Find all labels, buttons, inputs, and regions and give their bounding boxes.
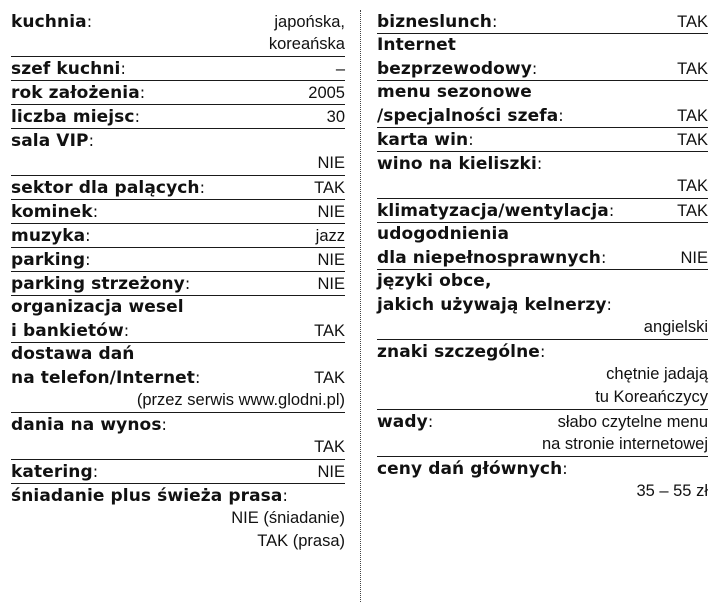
- info-label: znaki szczególne: [377, 342, 540, 362]
- column-divider: [360, 10, 361, 602]
- info-value: TAK: [314, 179, 345, 197]
- info-value: TAK (prasa): [257, 532, 345, 550]
- info-line: [377, 34, 708, 57]
- info-line: [11, 484, 345, 507]
- info-line: [11, 33, 345, 56]
- info-value: NIE: [317, 463, 345, 481]
- label-colon: :: [558, 106, 564, 125]
- info-row-kominek: [11, 200, 345, 224]
- info-value: TAK: [314, 369, 345, 387]
- label-wrap: [377, 128, 474, 152]
- label-colon: :: [600, 248, 607, 267]
- info-label: na telefon/Internet: [11, 368, 196, 388]
- info-line: [377, 293, 708, 316]
- info-row-organizacja-wesel: [11, 296, 345, 343]
- info-label: szef kuchni: [11, 59, 121, 79]
- label-wrap: [11, 343, 135, 366]
- info-line: [377, 128, 708, 151]
- info-value: NIE: [680, 249, 708, 267]
- label-wrap: [377, 199, 614, 223]
- label-wrap: [377, 410, 433, 434]
- info-label: wady: [377, 412, 428, 432]
- label-wrap: [11, 105, 140, 129]
- info-line: [11, 343, 345, 366]
- info-label: sala VIP: [11, 131, 89, 151]
- info-label: jakich używają kelnerzy: [377, 295, 607, 315]
- label-wrap: [377, 457, 568, 481]
- label-colon: :: [195, 368, 201, 387]
- label-colon: :: [88, 131, 94, 150]
- info-line: [377, 363, 708, 386]
- info-value: NIE (śniadanie): [231, 509, 345, 527]
- label-wrap: [11, 129, 94, 153]
- label-colon: :: [562, 459, 568, 478]
- label-wrap: [11, 10, 92, 34]
- right-column: [377, 10, 708, 503]
- label-colon: :: [120, 59, 126, 78]
- info-line: [377, 433, 708, 456]
- info-row-wady: [377, 410, 708, 457]
- info-label: Internet: [377, 35, 457, 55]
- label-wrap: [11, 57, 126, 81]
- info-line: [377, 246, 708, 269]
- info-row-jezyki-obce: [377, 270, 708, 340]
- label-wrap: [11, 460, 98, 484]
- info-row-znaki-szczegolne: [377, 340, 708, 410]
- info-line: [11, 530, 345, 553]
- info-row-klimatyzacja-wentylacja: [377, 199, 708, 223]
- info-label: ceny dań głównych: [377, 459, 563, 479]
- info-label: organizacja wesel: [11, 297, 184, 317]
- info-row-wino-na-kieliszki: [377, 152, 708, 199]
- label-colon: :: [161, 415, 167, 434]
- label-wrap: [377, 270, 492, 293]
- info-label: bezprzewodowy: [377, 59, 532, 79]
- info-line: [377, 104, 708, 127]
- info-value: chętnie jadają: [606, 365, 708, 383]
- label-colon: :: [539, 342, 546, 361]
- info-value: (przez serwis www.glodni.pl): [136, 391, 345, 409]
- label-wrap: [11, 484, 288, 508]
- info-value: jazz: [315, 227, 345, 245]
- label-wrap: [11, 248, 91, 272]
- label-colon: :: [531, 59, 538, 78]
- label-wrap: [11, 413, 167, 437]
- label-wrap: [11, 272, 190, 296]
- info-line: [11, 105, 345, 128]
- label-colon: :: [86, 12, 93, 31]
- info-line: [11, 10, 345, 33]
- info-line: [377, 386, 708, 409]
- info-value: TAK: [314, 438, 345, 456]
- info-value: japońska,: [274, 13, 345, 31]
- info-value: TAK: [677, 202, 708, 220]
- info-value: TAK: [677, 60, 708, 78]
- label-colon: :: [184, 274, 191, 293]
- label-colon: :: [92, 462, 99, 481]
- label-wrap: [377, 152, 542, 176]
- info-line: [11, 296, 345, 319]
- label-colon: :: [123, 321, 130, 340]
- info-line: [11, 413, 345, 436]
- info-label: kominek: [11, 202, 93, 222]
- info-value: NIE: [317, 275, 345, 293]
- info-row-szef-kuchni: [11, 57, 345, 81]
- label-colon: :: [536, 154, 543, 173]
- info-value: NIE: [317, 251, 345, 269]
- info-row-muzyka: [11, 224, 345, 248]
- info-label: sektor dla palących: [11, 178, 200, 198]
- label-wrap: [377, 57, 537, 81]
- info-line: [377, 152, 708, 175]
- info-row-internet: [377, 34, 708, 81]
- label-colon: :: [608, 201, 615, 220]
- label-wrap: [11, 224, 91, 248]
- info-line: [11, 460, 345, 483]
- info-value: na stronie internetowej: [541, 435, 708, 453]
- info-value: –: [335, 60, 345, 78]
- info-line: [377, 81, 708, 104]
- info-line: [377, 199, 708, 222]
- label-wrap: [11, 200, 98, 224]
- info-line: [11, 366, 345, 389]
- label-wrap: [11, 319, 129, 343]
- info-row-ceny-dan-glownych: [377, 457, 708, 503]
- label-wrap: [11, 81, 145, 105]
- info-row-sektor-dla-palacych: [11, 176, 345, 200]
- info-row-sala-vip: [11, 129, 345, 176]
- label-wrap: [377, 104, 564, 128]
- label-wrap: [377, 223, 509, 246]
- info-row-katering: [11, 460, 345, 484]
- info-value: słabo czytelne menu: [557, 413, 708, 431]
- info-line: [11, 507, 345, 530]
- label-wrap: [11, 366, 200, 390]
- info-value: NIE: [317, 203, 345, 221]
- info-line: [377, 457, 708, 480]
- info-label: śniadanie plus świeża prasa: [11, 486, 283, 506]
- info-line: [377, 480, 708, 503]
- info-line: [11, 81, 345, 104]
- label-wrap: [377, 81, 532, 104]
- label-colon: :: [199, 178, 206, 197]
- info-line: [377, 223, 708, 246]
- info-label: katering: [11, 462, 93, 482]
- info-label: dla niepełnosprawnych: [377, 248, 601, 268]
- info-value: angielski: [643, 318, 708, 336]
- info-label: karta win: [377, 130, 469, 150]
- info-label: wino na kieliszki: [377, 154, 537, 174]
- info-label: klimatyzacja/wentylacja: [377, 201, 609, 221]
- info-label: liczba miejsc: [11, 107, 135, 127]
- info-line: [377, 57, 708, 80]
- info-line: [377, 270, 708, 293]
- info-label: rok założenia: [11, 83, 140, 103]
- info-row-liczba-miejsc: [11, 105, 345, 129]
- label-colon: :: [92, 202, 99, 221]
- info-line: [11, 224, 345, 247]
- info-line: [377, 10, 708, 33]
- info-label: menu sezonowe: [377, 82, 532, 102]
- info-label: dania na wynos: [11, 415, 162, 435]
- label-wrap: [377, 246, 606, 270]
- info-label: /specjalności szefa: [377, 106, 559, 126]
- info-row-parking-strzezony: [11, 272, 345, 296]
- info-line: [11, 272, 345, 295]
- label-colon: :: [491, 12, 498, 31]
- label-wrap: [377, 34, 456, 57]
- info-label: udogodnienia: [377, 224, 510, 244]
- label-colon: :: [85, 226, 91, 245]
- info-line: [11, 389, 345, 412]
- info-label: parking strzeżony: [11, 274, 185, 294]
- info-line: [11, 129, 345, 152]
- label-colon: :: [468, 130, 474, 149]
- info-row-parking: [11, 248, 345, 272]
- info-label: bizneslunch: [377, 12, 492, 32]
- info-value: tu Koreańczycy: [595, 388, 708, 406]
- left-column: [11, 10, 345, 553]
- info-value: 30: [326, 108, 345, 126]
- info-row-dania-na-wynos: [11, 413, 345, 460]
- label-wrap: [11, 296, 184, 319]
- label-wrap: [377, 340, 545, 364]
- info-value: TAK: [314, 322, 345, 340]
- info-row-kuchnia: [11, 10, 345, 57]
- info-label: muzyka: [11, 226, 86, 246]
- info-line: [11, 57, 345, 80]
- info-line: [11, 176, 345, 199]
- info-label: i bankietów: [11, 321, 124, 341]
- info-line: [11, 248, 345, 271]
- label-colon: :: [427, 412, 434, 431]
- label-wrap: [377, 10, 497, 34]
- info-value: TAK: [677, 107, 708, 125]
- info-label: języki obce,: [377, 271, 492, 291]
- info-line: [11, 319, 345, 342]
- info-value: TAK: [677, 131, 708, 149]
- info-line: [11, 200, 345, 223]
- label-wrap: [377, 293, 612, 317]
- info-line: [377, 410, 708, 433]
- info-value: koreańska: [268, 35, 345, 53]
- info-value: 2005: [308, 84, 345, 102]
- info-row-sniadanie-plus-swieza-prasa: [11, 484, 345, 553]
- info-row-karta-win: [377, 128, 708, 152]
- info-row-udogodnienia: [377, 223, 708, 270]
- info-value: TAK: [677, 177, 708, 195]
- info-line: [11, 436, 345, 459]
- info-label: dostawa dań: [11, 344, 135, 364]
- info-value: NIE: [317, 154, 345, 172]
- info-row-rok-zalozenia: [11, 81, 345, 105]
- label-colon: :: [282, 486, 288, 505]
- info-line: [377, 340, 708, 363]
- info-label: kuchnia: [11, 12, 87, 32]
- label-colon: :: [134, 107, 140, 126]
- info-line: [11, 152, 345, 175]
- info-label: parking: [11, 250, 86, 270]
- info-row-dostawa-dan: [11, 343, 345, 413]
- label-colon: :: [139, 83, 146, 102]
- info-row-menu-sezonowe: [377, 81, 708, 128]
- info-line: [377, 175, 708, 198]
- info-line: [377, 316, 708, 339]
- label-colon: :: [85, 250, 91, 269]
- info-value: 35 – 55 zł: [636, 482, 708, 500]
- label-wrap: [11, 176, 205, 200]
- label-colon: :: [606, 295, 612, 314]
- info-row-bizneslunch: [377, 10, 708, 34]
- info-value: TAK: [677, 13, 708, 31]
